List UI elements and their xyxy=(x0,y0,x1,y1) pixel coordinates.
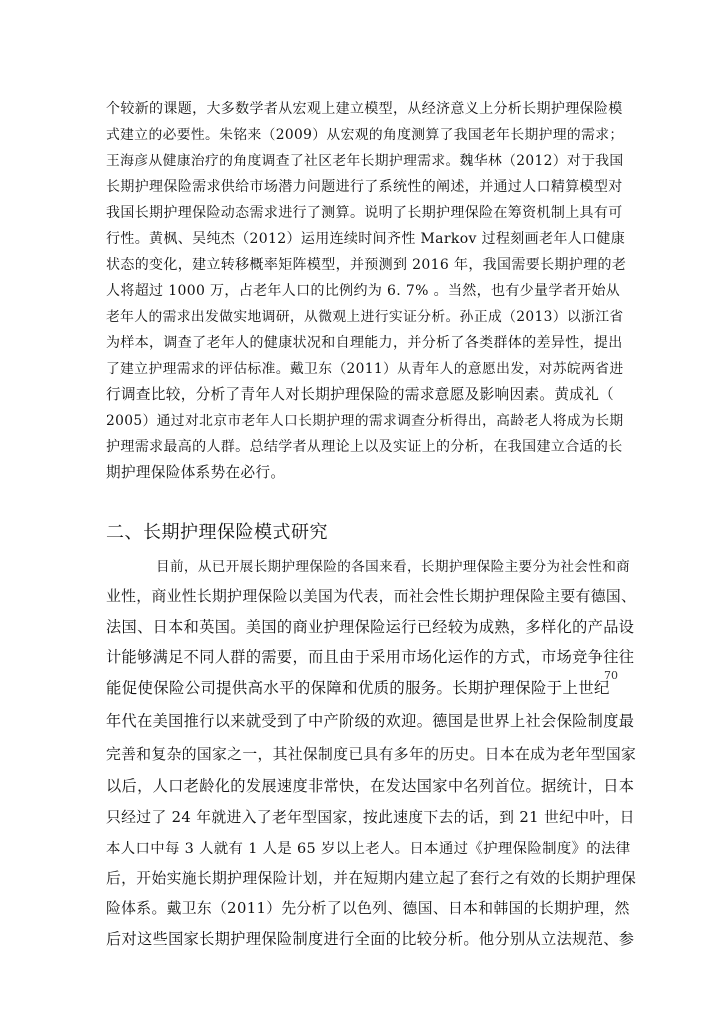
text-line: 2005）通过对北京市老年人口长期护理的需求调查分析得出，高龄老人将成为长期 xyxy=(106,413,624,429)
text-line: 法国、日本和英国。美国的商业护理保险运行已经较为成熟，多样化的产品设 xyxy=(106,618,635,636)
text-line: 老年人的需求出发做实地调研，从微观上进行实证分析。孙正成（2013）以浙江省 xyxy=(106,309,624,325)
text-line: 式建立的必要性。朱铭来（2009）从宏观的角度测算了我国老年长期护理的需求； xyxy=(106,127,624,143)
text-line: 王海彦从健康治疗的角度调查了社区老年长期护理需求。魏华林（2012）对于我国 xyxy=(106,153,624,169)
text-line: 状态的变化，建立转移概率矩阵模型，并预测到 2016 年，我国需要长期护理的老 xyxy=(106,257,627,273)
text-line: 长期护理保险需求供给市场潜力问题进行了系统性的阐述，并通过人口精算模型对 xyxy=(106,179,623,195)
text-line: 完善和复杂的国家之一，其社保制度已具有多年的历史。日本在成为老年型国家 xyxy=(106,746,637,763)
text-line: 后对这些国家长期护理保险制度进行全面的比较分析。他分别从立法规范、参 xyxy=(106,930,635,948)
text-line: 个较新的课题，大多数学者从宏观上建立模型，从经济意义上分析长期护理保险模 xyxy=(106,101,623,117)
text-line: 期护理保险体系势在必行。 xyxy=(106,464,286,481)
paragraph-literature-review xyxy=(106,96,626,486)
section-heading: 二、长期护理保险模式研究 xyxy=(106,522,328,543)
text-line: 只经过了 24 年就进入了老年型国家，按此速度下去的话，到 21 世纪中叶，日 xyxy=(106,809,635,826)
text-line: 行调查比较，分析了青年人对长期护理保险的需求意愿及影响因素。黄成礼（ xyxy=(106,386,615,403)
text-line: 计能够满足不同人群的需要，而且由于采用市场化运作的方式，市场竞争往往 xyxy=(106,648,635,666)
text-line: 本人口中每 3 人就有 1 人是 65 岁以上老人。日本通过《护理保险制度》的法律 xyxy=(106,841,631,857)
text-line: 险体系。戴卫东（2011）先分析了以色列、德国、日本和韩国的长期护理，然 xyxy=(106,900,630,917)
text-line: 业性，商业性长期护理保险以美国为代表，而社会性长期护理保险主要有德国、 xyxy=(106,588,637,605)
text-line: 我国长期护理保险动态需求进行了测算。说明了长期护理保险在筹资机制上具有可 xyxy=(106,205,623,221)
page-number-fragment: 70 xyxy=(604,669,618,682)
text-line: 以后，人口老龄化的发展速度非常快，在发达国家中名列首位。据统计，日本 xyxy=(106,777,635,795)
text-line: 行性。黄枫、吴纯杰（2012）运用连续时间齐性 Markov 过程刻画老年人口健康 xyxy=(106,231,626,247)
text-line: 为样本，调查了老年人的健康状况和自理能力，并分析了各类群体的差异性，提出 xyxy=(106,335,623,351)
text-line: 了建立护理需求的评估标准。戴卫东（2011）从青年人的意愿出发，对苏皖两省进 xyxy=(106,361,624,377)
text-line: 人将超过 1000 万，占老年人口的比例约为 6. 7% 。当然，也有少量学者开始从 xyxy=(106,283,621,299)
text-line: 后，开始实施长期护理保险计划，并在短期内建立起了套行之有效的长期护理保 xyxy=(106,870,637,887)
paragraph-ltc-models xyxy=(106,552,636,954)
text-line: 能促使保险公司提供高水平的保障和优质的服务。长期护理保险于上世纪 xyxy=(106,679,610,697)
text-line: 目前，从已开展长期护理保险的各国来看，长期护理保险主要分为社会性和商 xyxy=(156,559,631,575)
text-line: 护理需求最高的人群。总结学者从理论上以及实证上的分析，在我国建立合适的长 xyxy=(106,439,623,455)
text-line: 年代在美国推行以来就受到了中产阶级的欢迎。德国是世界上社会保险制度最 xyxy=(106,712,635,730)
